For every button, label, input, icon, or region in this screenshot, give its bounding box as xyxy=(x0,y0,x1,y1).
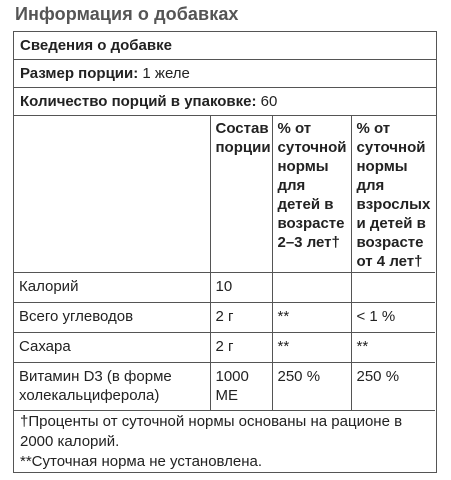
nutrition-table xyxy=(14,116,435,411)
header-empty-cell xyxy=(14,116,210,273)
row-dv-children: ** xyxy=(272,303,351,333)
row-dv-adults: < 1 % xyxy=(351,303,435,333)
row-name: Калорий xyxy=(14,273,210,303)
footnotes xyxy=(20,412,430,472)
page-title: Информация о добавках xyxy=(15,4,239,24)
header-dv-adults: % от суточной нормы для взрослых и детей в возрасте от 4 лет† xyxy=(351,116,435,273)
row-amount: 1000 МЕ xyxy=(210,363,272,411)
supplement-facts-panel xyxy=(13,31,437,473)
row-amount: 2 г xyxy=(210,333,272,363)
row-dv-children: ** xyxy=(272,333,351,363)
serving-size-value: 1 желе xyxy=(142,65,190,82)
table-row xyxy=(14,333,435,363)
table-row xyxy=(14,273,435,303)
row-name: Всего углеводов xyxy=(14,303,210,333)
table-row xyxy=(14,303,435,333)
servings-value: 60 xyxy=(260,93,278,110)
row-dv-children: 250 % xyxy=(272,363,351,411)
row-dv-children xyxy=(272,273,351,303)
footnote-not-established: **Суточная норма не установлена. xyxy=(20,453,263,470)
footnote-daily-value: †Проценты от суточной нормы основаны на рационе в 2000 калорий. xyxy=(20,413,403,450)
row-dv-adults: 250 % xyxy=(351,363,435,411)
table-header-row xyxy=(14,116,435,273)
header-dv-children: % от суточной нормы для детей в возрасте 2–3 лет† xyxy=(272,116,351,273)
row-dv-adults xyxy=(351,273,435,303)
table-row xyxy=(14,363,435,411)
servings-row xyxy=(14,88,436,116)
serving-size-label: Размер порции: xyxy=(20,65,139,82)
row-name: Сахара xyxy=(14,333,210,363)
header-amount: Состав порции xyxy=(210,116,272,273)
serving-size-row xyxy=(14,60,436,88)
row-dv-adults: ** xyxy=(351,333,435,363)
row-amount: 2 г xyxy=(210,303,272,333)
servings-label: Количество порций в упаковке: xyxy=(20,93,257,110)
facts-heading: Сведения о добавке xyxy=(14,32,436,60)
row-amount: 10 xyxy=(210,273,272,303)
row-name: Витамин D3 (в форме холекальциферола) xyxy=(14,363,210,411)
